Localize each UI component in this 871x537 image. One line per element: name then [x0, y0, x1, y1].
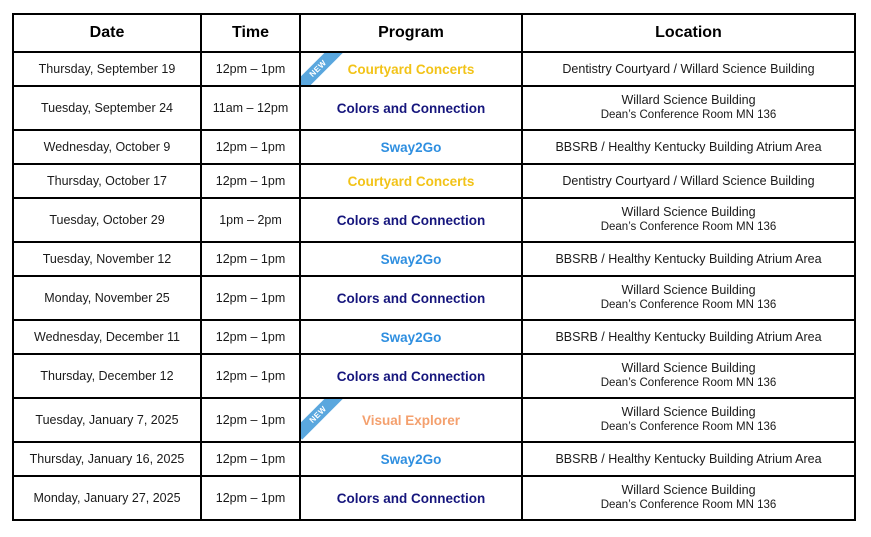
- row-program: [300, 242, 522, 276]
- row-date: Thursday, January 16, 2025: [13, 442, 201, 476]
- location-line-2: Dean’s Conference Room MN 136: [600, 499, 777, 511]
- row-location: [522, 398, 855, 442]
- location-line-1: Dentistry Courtyard / Willard Science Building: [562, 173, 815, 188]
- header-location: Location: [522, 14, 855, 52]
- row-time: 12pm – 1pm: [201, 130, 300, 164]
- location-line-1: BBSRB / Healthy Kentucky Building Atrium Area: [555, 251, 822, 266]
- row-date: Thursday, October 17: [13, 164, 201, 198]
- row-location: [522, 52, 855, 86]
- row-location: [522, 354, 855, 398]
- location-line-2: Dean’s Conference Room MN 136: [600, 109, 777, 121]
- row-location: [522, 164, 855, 198]
- location-line-2: Dean’s Conference Room MN 136: [600, 299, 777, 311]
- program-name: Colors and Connection: [336, 290, 486, 306]
- row-date: Tuesday, October 29: [13, 198, 201, 242]
- row-time: 12pm – 1pm: [201, 242, 300, 276]
- program-name: Courtyard Concerts: [347, 173, 475, 189]
- program-name: Sway2Go: [380, 139, 442, 155]
- program-name: Visual Explorer: [361, 412, 461, 428]
- location-line-1: Willard Science Building: [621, 283, 756, 297]
- table-row: [13, 130, 855, 164]
- row-program: [300, 354, 522, 398]
- row-date: Wednesday, October 9: [13, 130, 201, 164]
- row-program: [300, 398, 522, 442]
- program-name: Colors and Connection: [336, 490, 486, 506]
- location-line-1: BBSRB / Healthy Kentucky Building Atrium Area: [555, 451, 822, 466]
- row-time: 12pm – 1pm: [201, 164, 300, 198]
- program-name: Sway2Go: [380, 329, 442, 345]
- header-date: Date: [13, 14, 201, 52]
- new-badge: NEW: [300, 398, 343, 440]
- table-row: [13, 242, 855, 276]
- row-time: 12pm – 1pm: [201, 354, 300, 398]
- row-location: [522, 476, 855, 520]
- table-row: [13, 276, 855, 320]
- table-row: [13, 320, 855, 354]
- schedule-body: [13, 52, 855, 520]
- table-row: [13, 442, 855, 476]
- row-time: 12pm – 1pm: [201, 320, 300, 354]
- row-program: [300, 476, 522, 520]
- program-name: Sway2Go: [380, 251, 442, 267]
- program-name: Colors and Connection: [336, 212, 486, 228]
- program-name: Colors and Connection: [336, 100, 486, 116]
- row-location: [522, 130, 855, 164]
- row-program: [300, 130, 522, 164]
- row-location: [522, 276, 855, 320]
- row-location: [522, 442, 855, 476]
- location-line-2: Dean’s Conference Room MN 136: [600, 377, 777, 389]
- location-line-1: BBSRB / Healthy Kentucky Building Atrium Area: [555, 139, 822, 154]
- row-location: [522, 320, 855, 354]
- row-time: 12pm – 1pm: [201, 442, 300, 476]
- row-time: 12pm – 1pm: [201, 52, 300, 86]
- row-date: Tuesday, January 7, 2025: [13, 398, 201, 442]
- program-name: Courtyard Concerts: [347, 61, 475, 77]
- location-line-1: Willard Science Building: [621, 405, 756, 419]
- row-time: 12pm – 1pm: [201, 476, 300, 520]
- row-time: 12pm – 1pm: [201, 398, 300, 442]
- row-location: [522, 198, 855, 242]
- location-line-2: Dean’s Conference Room MN 136: [600, 221, 777, 233]
- location-line-1: Willard Science Building: [621, 483, 756, 497]
- row-location: [522, 86, 855, 130]
- row-date: Monday, January 27, 2025: [13, 476, 201, 520]
- program-name: Colors and Connection: [336, 368, 486, 384]
- table-row: [13, 354, 855, 398]
- header-program: Program: [300, 14, 522, 52]
- location-line-1: Dentistry Courtyard / Willard Science Building: [562, 61, 815, 76]
- row-program: [300, 86, 522, 130]
- new-badge: NEW: [300, 52, 343, 86]
- row-date: Tuesday, November 12: [13, 242, 201, 276]
- schedule-table: [12, 13, 856, 521]
- row-program: [300, 276, 522, 320]
- row-time: 11am – 12pm: [201, 86, 300, 130]
- program-name: Sway2Go: [380, 451, 442, 467]
- location-line-2: Dean’s Conference Room MN 136: [600, 421, 777, 433]
- table-row: [13, 52, 855, 86]
- row-program: [300, 164, 522, 198]
- row-program: [300, 198, 522, 242]
- row-program: [300, 52, 522, 86]
- row-location: [522, 242, 855, 276]
- row-time: 1pm – 2pm: [201, 198, 300, 242]
- location-line-1: Willard Science Building: [621, 205, 756, 219]
- row-date: Wednesday, December 11: [13, 320, 201, 354]
- row-time: 12pm – 1pm: [201, 276, 300, 320]
- table-row: [13, 86, 855, 130]
- row-date: Thursday, December 12: [13, 354, 201, 398]
- table-row: [13, 198, 855, 242]
- table-row: [13, 164, 855, 198]
- location-line-1: BBSRB / Healthy Kentucky Building Atrium Area: [555, 329, 822, 344]
- table-row: [13, 476, 855, 520]
- location-line-1: Willard Science Building: [621, 361, 756, 375]
- header-time: Time: [201, 14, 300, 52]
- row-program: [300, 320, 522, 354]
- row-date: Thursday, September 19: [13, 52, 201, 86]
- table-row: [13, 398, 855, 442]
- location-line-1: Willard Science Building: [621, 93, 756, 107]
- row-date: Tuesday, September 24: [13, 86, 201, 130]
- row-date: Monday, November 25: [13, 276, 201, 320]
- header-row: [13, 14, 855, 52]
- row-program: [300, 442, 522, 476]
